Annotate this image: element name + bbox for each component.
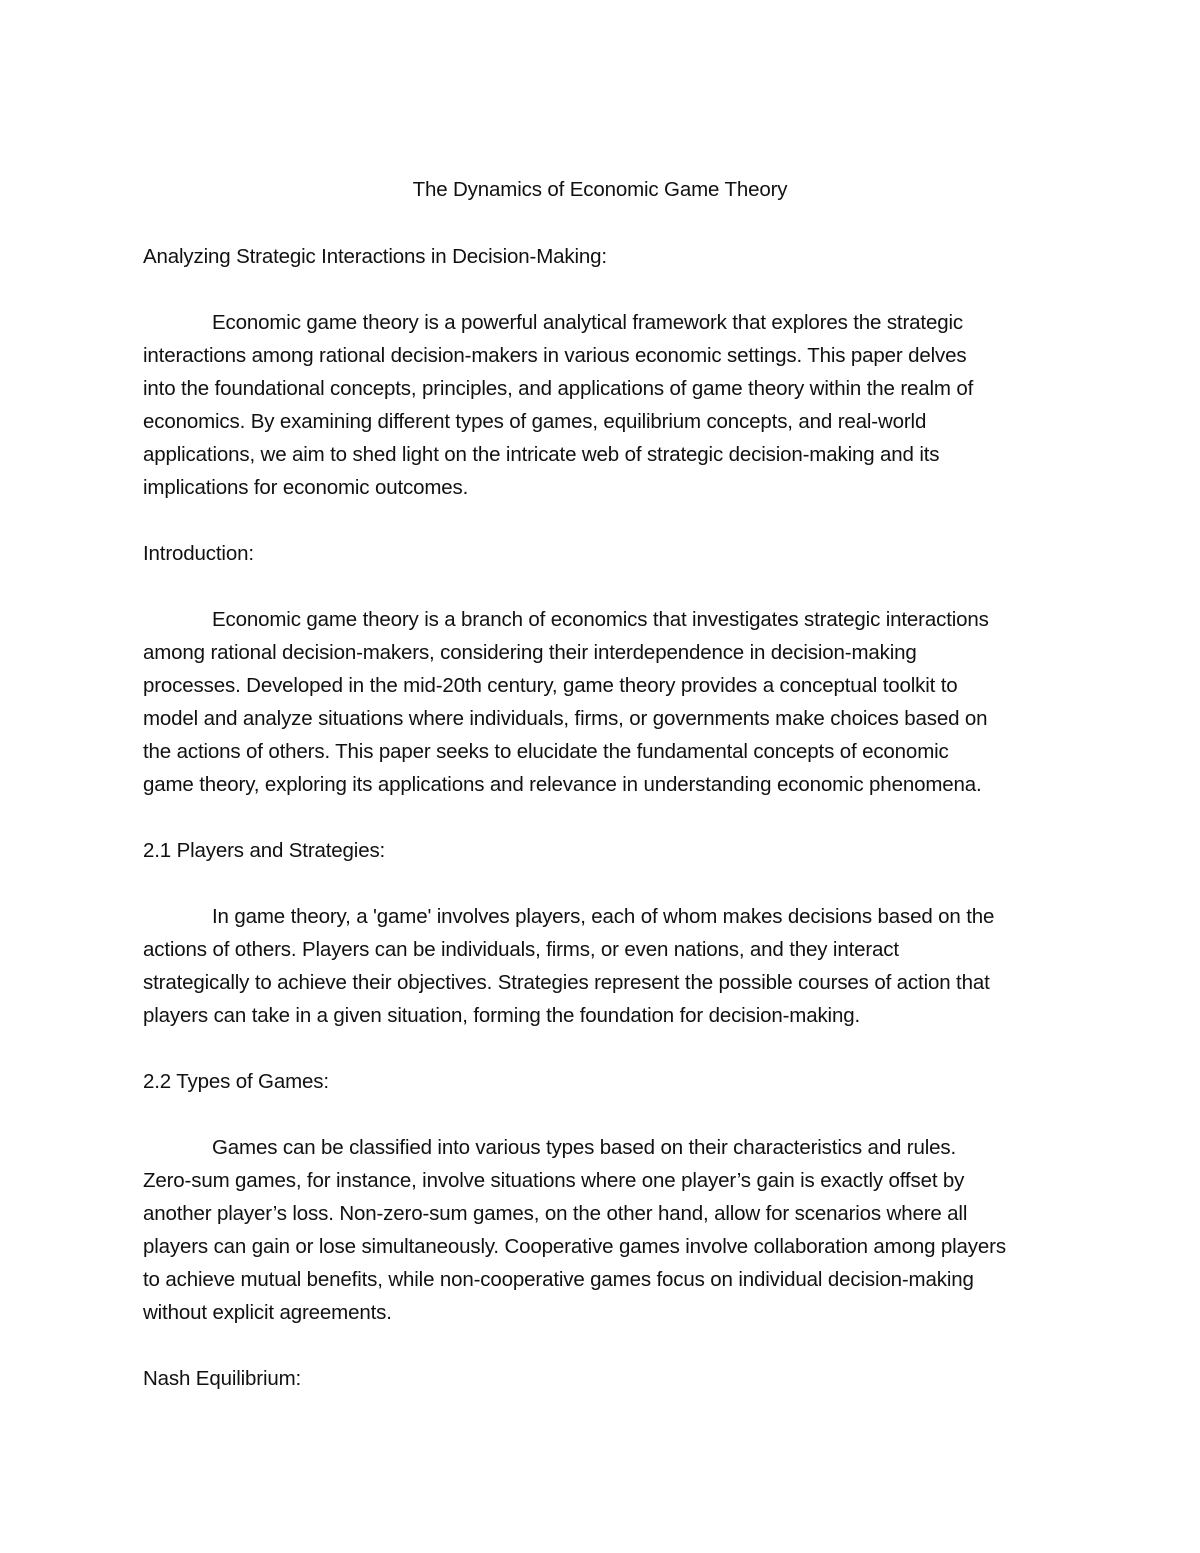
- section-2-2-line: another player’s loss. Non-zero-sum games, on the other hand, allow for scenarios where all: [143, 1202, 968, 1225]
- section-2-1-line: players can take in a given situation, forming the foundation for decision-making.: [143, 1004, 861, 1027]
- introduction-line: game theory, exploring its applications and relevance in understanding economic phenomena.: [143, 773, 982, 796]
- nash-equilibrium-heading: Nash Equilibrium:: [143, 1367, 302, 1390]
- document-subtitle: Analyzing Strategic Interactions in Decision-Making:: [143, 245, 607, 268]
- abstract-line: implications for economic outcomes.: [143, 476, 469, 499]
- abstract-line: economics. By examining different types of games, equilibrium concepts, and real-world: [143, 410, 927, 433]
- introduction-line: model and analyze situations where individuals, firms, or governments make choices based on: [143, 707, 988, 730]
- section-2-1-line: strategically to achieve their objectives. Strategies represent the possible courses of action that: [143, 971, 990, 994]
- document-title: The Dynamics of Economic Game Theory: [412, 178, 788, 201]
- introduction-line: processes. Developed in the mid-20th century, game theory provides a conceptual toolkit to: [143, 674, 958, 697]
- abstract-line: Economic game theory is a powerful analytical framework that explores the strategic: [212, 311, 963, 334]
- section-2-2-line: Zero-sum games, for instance, involve situations where one player’s gain is exactly offset by: [143, 1169, 965, 1192]
- section-2-2-line: players can gain or lose simultaneously. Cooperative games involve collaboration among players: [143, 1235, 1006, 1258]
- section-2-1-line: actions of others. Players can be individuals, firms, or even nations, and they interact: [143, 938, 899, 961]
- abstract-line: applications, we aim to shed light on the intricate web of strategic decision-making and its: [143, 443, 940, 466]
- section-2-2-line: without explicit agreements.: [143, 1301, 392, 1324]
- section-2-1-heading: 2.1 Players and Strategies:: [143, 839, 386, 862]
- section-2-2-heading: 2.2 Types of Games:: [143, 1070, 329, 1093]
- introduction-heading: Introduction:: [143, 542, 254, 565]
- section-2-1-line: In game theory, a 'game' involves players, each of whom makes decisions based on the: [212, 905, 995, 928]
- section-2-2-line: Games can be classified into various types based on their characteristics and rules.: [212, 1136, 956, 1159]
- introduction-line: the actions of others. This paper seeks to elucidate the fundamental concepts of economic: [143, 740, 949, 763]
- introduction-line: Economic game theory is a branch of economics that investigates strategic interactions: [212, 608, 989, 631]
- introduction-line: among rational decision-makers, considering their interdependence in decision-making: [143, 641, 917, 664]
- abstract-line: interactions among rational decision-makers in various economic settings. This paper delves: [143, 344, 967, 367]
- section-2-2-line: to achieve mutual benefits, while non-cooperative games focus on individual decision-making: [143, 1268, 974, 1291]
- abstract-line: into the foundational concepts, principles, and applications of game theory within the realm of: [143, 377, 974, 400]
